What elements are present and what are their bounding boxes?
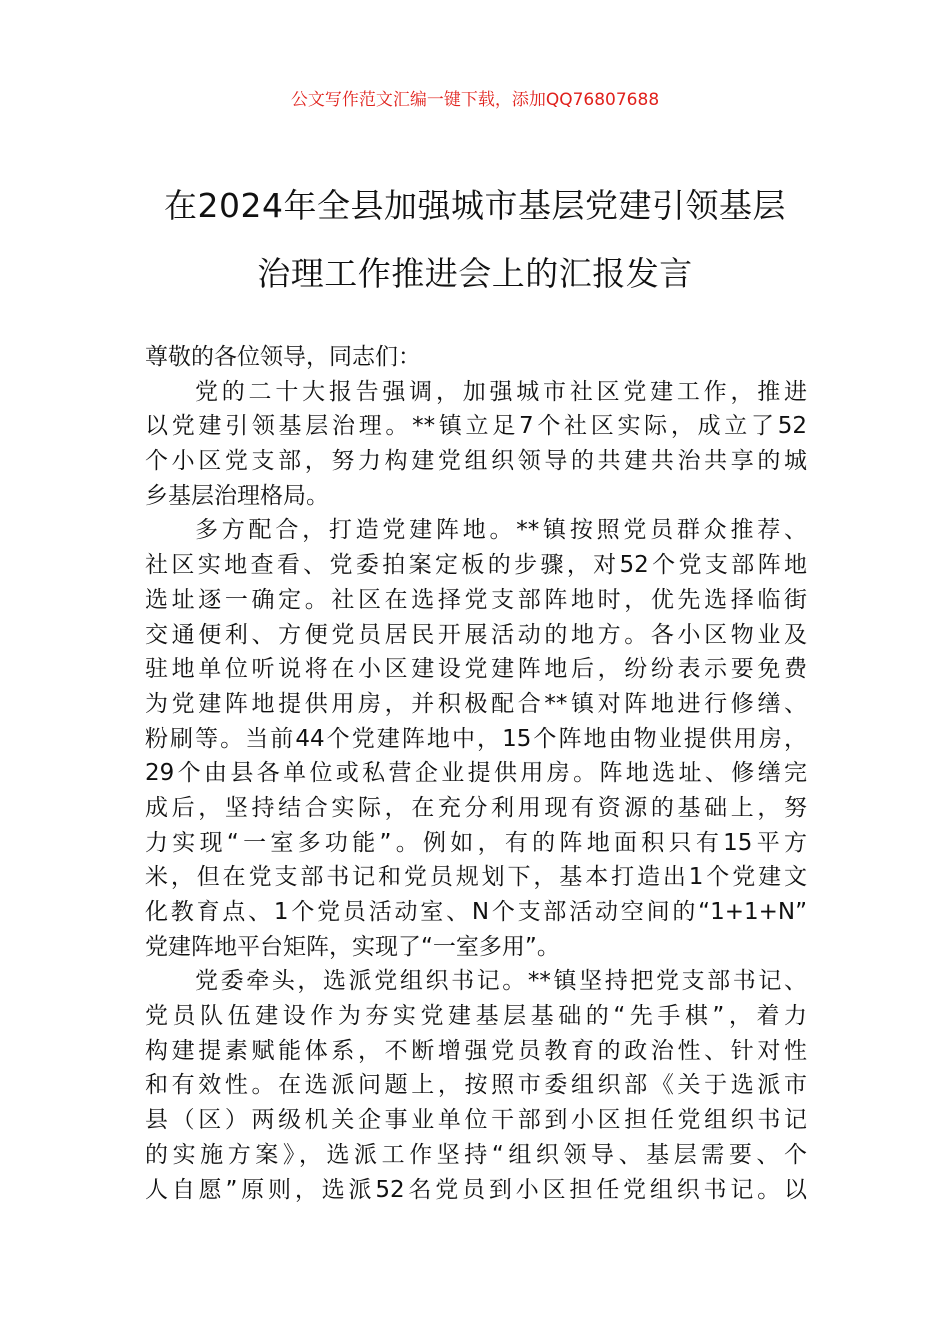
- paragraph-line: 多方配合，打造党建阵地。**镇按照党员群众推荐、: [195, 517, 807, 544]
- paragraph-line: 交通便利、方便党员居民开展活动的地方。各小区物业及: [145, 621, 807, 648]
- paragraph-line: 党员队伍建设作为夯实党建基层基础的“先手棋”，着力: [145, 1003, 807, 1030]
- paragraph-line: 县（区）两级机关企事业单位干部到小区担任党组织书记: [145, 1107, 807, 1134]
- paragraph-line: 构建提素赋能体系，不断增强党员教育的政治性、针对性: [145, 1037, 807, 1064]
- paragraph-line: 粉刷等。当前44个党建阵地中，15个阵地由物业提供用房，: [145, 725, 807, 752]
- paragraph-line: 党的二十大报告强调，加强城市社区党建工作，推进: [195, 378, 807, 405]
- paragraph-line: 党建阵地平台矩阵，实现了“一室多用”。: [145, 933, 560, 960]
- paragraph-line: 29个由县各单位或私营企业提供用房。阵地选址、修缮完: [145, 760, 807, 787]
- paragraph-line: 尊敬的各位领导，同志们：: [145, 344, 421, 370]
- download-banner-link[interactable]: 公文写作范文汇编一键下载，添加QQ76807688: [290, 90, 660, 110]
- paragraph: [145, 375, 807, 514]
- paragraph-line: 人自愿”原则，选派52名党员到小区担任党组织书记。以: [145, 1176, 807, 1203]
- document-title-line-1: 在2024年全县加强城市基层党建引领基层: [164, 186, 786, 225]
- paragraph-line: 和有效性。在选派问题上，按照市委组织部《关于选派市: [145, 1072, 807, 1099]
- paragraph-line: 个小区党支部，努力构建党组织领导的共建共治共享的城: [145, 448, 807, 475]
- document-body: [145, 340, 807, 1207]
- paragraph-line: 以党建引领基层治理。**镇立足7个社区实际，成立了52: [145, 413, 807, 440]
- paragraph-line: 化教育点、1个党员活动室、N个支部活动空间的“1+1+N”: [145, 899, 807, 925]
- paragraph-line: 米，但在党支部书记和党员规划下，基本打造出1个党建文: [145, 864, 807, 891]
- paragraph-line: 的实施方案》，选派工作坚持“组织领导、基层需要、个: [145, 1141, 807, 1168]
- paragraph-line: 为党建阵地提供用房，并积极配合**镇对阵地进行修缮、: [145, 690, 807, 717]
- paragraph-line: 乡基层治理格局。: [145, 482, 329, 509]
- paragraph: [145, 340, 807, 375]
- document-title-line-2: 治理工作推进会上的汇报发言: [257, 254, 693, 293]
- paragraph-line: 驻地单位听说将在小区建设党建阵地后，纷纷表示要免费: [145, 656, 807, 683]
- paragraph: [145, 964, 807, 1207]
- paragraph-line: 力实现“一室多功能”。例如，有的阵地面积只有15平方: [145, 829, 807, 856]
- paragraph-line: 成后，坚持结合实际，在充分利用现有资源的基础上，努: [145, 794, 807, 821]
- paragraph: [145, 513, 807, 964]
- paragraph-line: 社区实地查看、党委拍案定板的步骤，对52个党支部阵地: [145, 552, 807, 579]
- paragraph-line: 选址逐一确定。社区在选择党支部阵地时，优先选择临街: [145, 586, 807, 613]
- paragraph-line: 党委牵头，选派党组织书记。**镇坚持把党支部书记、: [195, 968, 807, 995]
